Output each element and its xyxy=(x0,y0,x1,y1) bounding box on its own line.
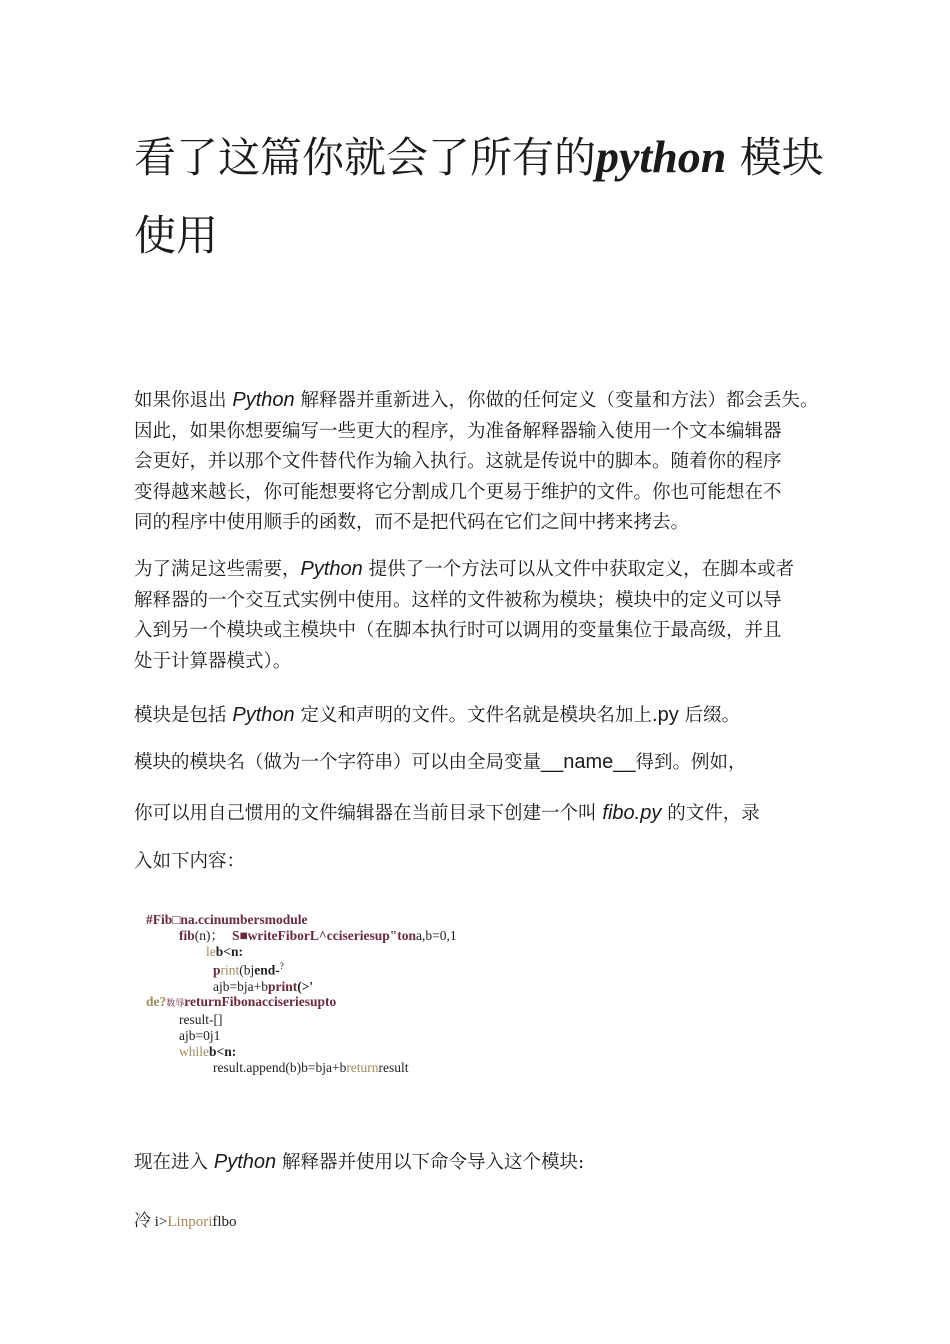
paragraph-line: 入到另一个模块或主模块中（在脚本执行时可以调用的变量集位于最高级，并且 xyxy=(134,620,782,641)
python-keyword: Python xyxy=(213,1151,277,1173)
code-token: S■writeFiborL^cciseriesup"ton xyxy=(232,927,416,943)
python-keyword: Python xyxy=(232,704,295,726)
code-token: de? xyxy=(146,994,167,1010)
code-line xyxy=(146,944,457,960)
code-token: ? xyxy=(279,961,284,972)
code-token: a,b=0,1 xyxy=(416,927,457,943)
text-segment: 你可以用自己惯用的文件编辑器在当前目录下创建一个叫 xyxy=(134,803,603,824)
paragraph-module-name xyxy=(134,747,854,779)
file-extension: .py xyxy=(652,704,679,726)
code-token: return xyxy=(346,1059,379,1075)
code-token: returnFibonacciseriesupto xyxy=(184,994,337,1010)
code-line: #Fib□na.ccinumbersmodule xyxy=(146,912,308,927)
code-line xyxy=(146,994,457,1012)
title-text-line2: 使用 xyxy=(134,211,219,260)
file-name: fibo.py xyxy=(602,802,662,824)
paragraph-line: 同的程序中使用顺手的函数，而不是把代码在它们之间中拷来拷去。 xyxy=(134,512,690,533)
code-token: 数辱 xyxy=(166,998,185,1009)
code-line xyxy=(146,1060,457,1076)
text-segment: 现在进入 xyxy=(134,1152,214,1173)
paragraph-line xyxy=(134,700,854,732)
paragraph-modules xyxy=(134,554,854,677)
code-token: result xyxy=(378,1059,409,1075)
text-segment: 的文件，录 xyxy=(661,803,760,824)
code-token: result.append(b)b=bja+b xyxy=(213,1059,347,1075)
text-segment: 定义和声明的文件。文件名就是模块名加上 xyxy=(294,705,653,726)
paragraph-line: 入如下内容： xyxy=(134,851,246,872)
paragraph-create-file xyxy=(134,798,854,830)
code-token: le xyxy=(206,943,216,959)
prompt-keyword: Linpori xyxy=(167,1214,213,1230)
code-token: (n)； xyxy=(194,927,225,943)
text-segment: 解释器并重新进入，你做的任何定义（变量和方法）都会丢失。 xyxy=(294,390,819,411)
code-line xyxy=(146,1044,457,1060)
python-keyword: Python xyxy=(232,389,295,411)
code-token: end- xyxy=(254,962,280,978)
code-token: fib xyxy=(179,927,195,943)
code-token: (>' xyxy=(297,978,314,994)
code-token: rint xyxy=(220,962,240,978)
code-token: b<n: xyxy=(215,943,243,959)
title-text-part2: 模块 xyxy=(726,133,824,182)
code-token: p xyxy=(213,962,221,978)
code-token: ajb=bja+b xyxy=(213,978,268,994)
document-title xyxy=(134,118,854,275)
paragraph-line xyxy=(134,747,854,779)
title-python: python xyxy=(596,131,727,182)
interpreter-prompt xyxy=(134,1206,237,1231)
prompt-marker: i> xyxy=(151,1214,168,1230)
code-line: ajb=0j1 xyxy=(179,1028,221,1044)
paragraph-line xyxy=(134,1147,854,1179)
code-token: while xyxy=(179,1043,209,1059)
name-variable: __name__ xyxy=(541,751,636,773)
code-line xyxy=(146,928,457,944)
paragraph-enter-content xyxy=(134,847,854,878)
paragraph-line xyxy=(134,385,854,417)
code-line xyxy=(146,959,457,978)
paragraph-line xyxy=(134,798,854,830)
python-keyword: Python xyxy=(300,558,363,580)
text-segment: 后缀。 xyxy=(678,705,741,726)
text-segment: 得到。例如， xyxy=(635,752,747,773)
paragraph-intro xyxy=(134,385,854,539)
code-token: print xyxy=(267,978,298,994)
code-block xyxy=(146,912,457,1075)
text-segment: 提供了一个方法可以从文件中获取定义，在脚本或者 xyxy=(362,559,795,580)
code-line xyxy=(146,979,457,995)
paragraph-line: 处于计算器模式）。 xyxy=(134,650,292,672)
paragraph-line: 解释器的一个交互式实例中使用。这样的文件被称为模块；模块中的定义可以导 xyxy=(134,589,782,611)
paragraph-line: 会更好，并以那个文件替代作为输入执行。这就是传说中的脚本。随着你的程序 xyxy=(134,451,782,472)
code-line: result-[] xyxy=(179,1012,223,1028)
title-text-part1: 看了这篇你就会了所有的 xyxy=(134,133,597,182)
paragraph-line xyxy=(134,554,854,586)
text-segment: 模块的模块名（做为一个字符串）可以由全局变量 xyxy=(134,752,542,773)
paragraph-line: 因此，如果你想要编写一些更大的程序，为准备解释器输入使用一个文本编辑器 xyxy=(134,420,782,442)
paragraph-import xyxy=(134,1147,854,1179)
prompt-module: flbo xyxy=(212,1214,237,1230)
paragraph-line: 变得越来越长，你可能想要将它分割成几个更易于维护的文件。你也可能想在不 xyxy=(134,481,782,503)
paragraph-module-definition xyxy=(134,700,854,732)
text-segment: 为了满足这些需要， xyxy=(134,559,301,580)
code-token: b<n: xyxy=(209,1043,237,1059)
text-segment: 如果你退出 xyxy=(134,390,233,411)
text-segment: 解释器并使用以下命令导入这个模块: xyxy=(276,1152,585,1173)
text-segment: 模块是包括 xyxy=(134,705,233,726)
prompt-glyph: 冷 xyxy=(134,1211,151,1231)
code-token: (bj xyxy=(239,962,255,978)
